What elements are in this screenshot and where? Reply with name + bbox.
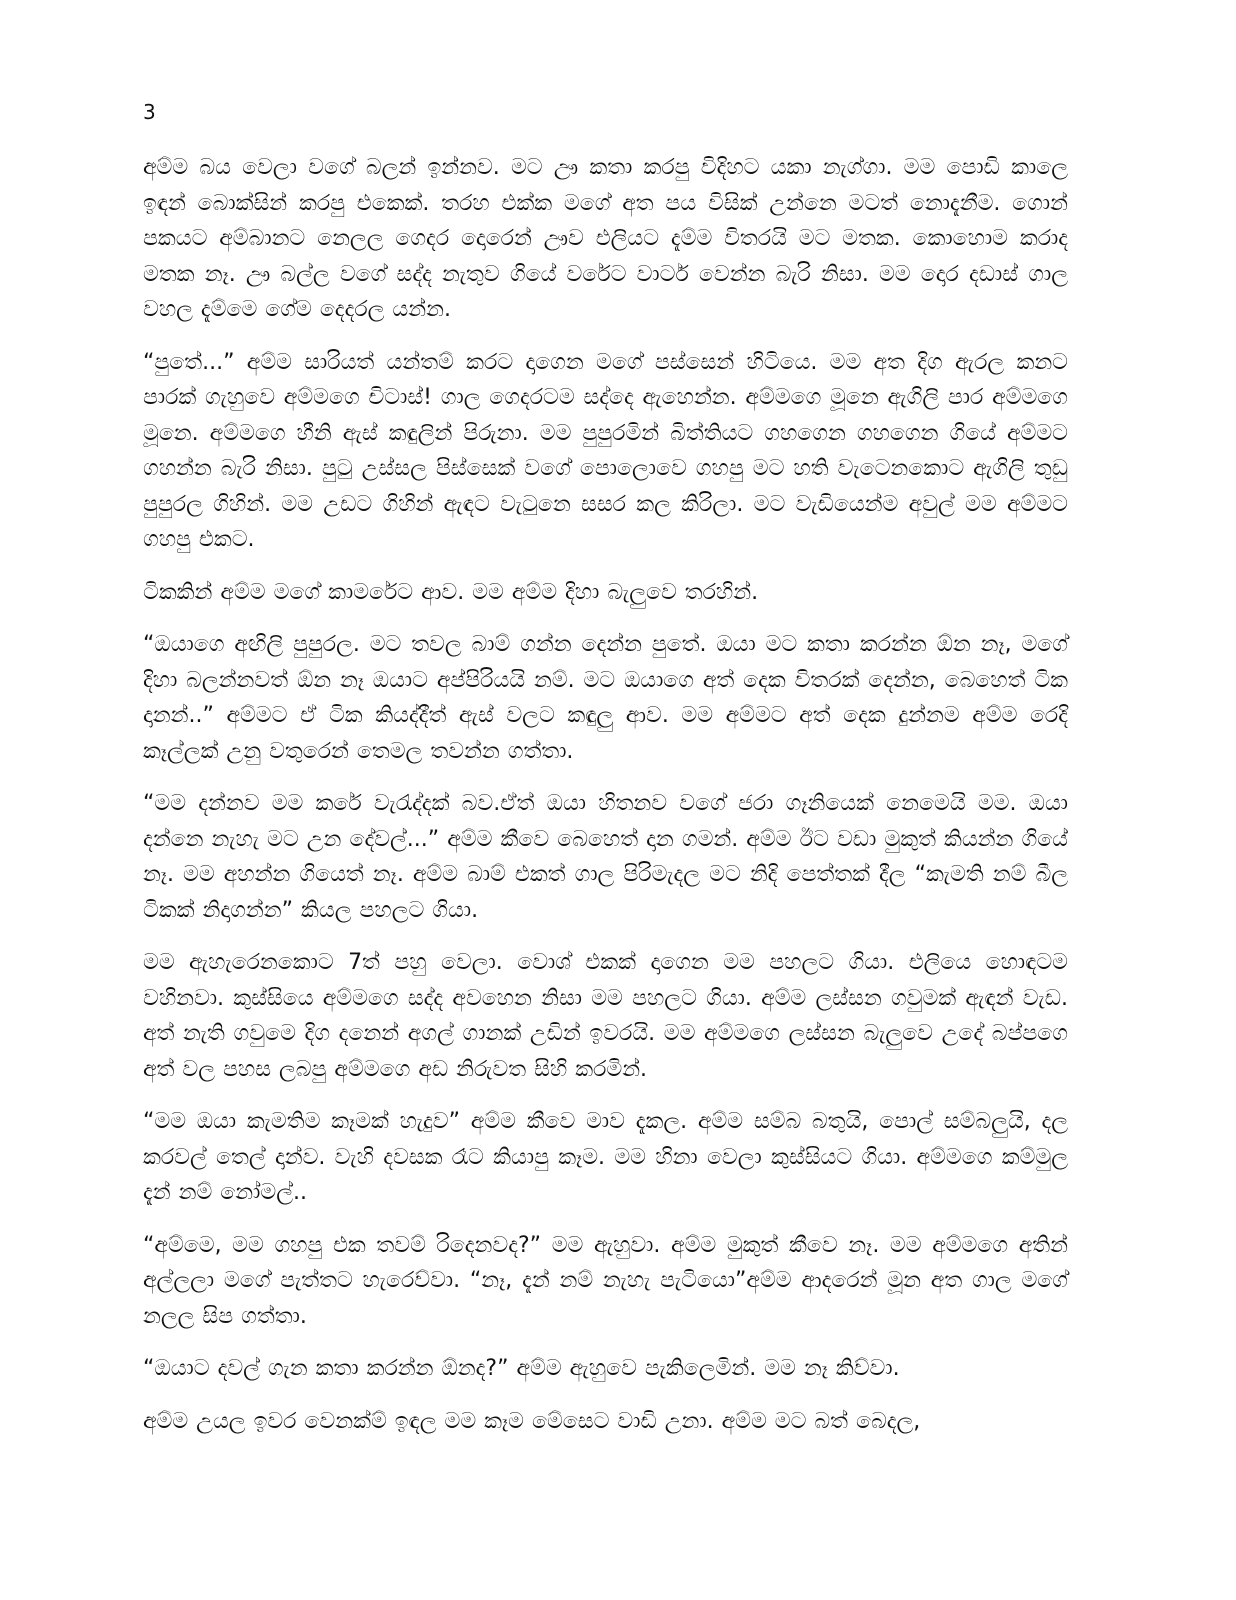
paragraph-2: “පුතේ...” අම්ම සාරියත් යන්තම් කරට දාගෙන මගේ පස්සෙන් හිටියෙ. මම අත දිග ඇරල කනට පාරක් ගැහුවෙ අම්මගෙ චිටාස්! ගාල ගෙදරටම සද්දෙ ඇහෙන්න. අම්මගෙ මූනෙ ඇගිලි පාර අම්මගෙ මූනෙ. අම්මගෙ හීනි ඇස් කඳුලින් පිරුනා. මම පුපුරමින් බිත්තියට ගහගෙන ගහගෙන ගියේ අම්මට ගහන්න බැරි නිසා. පුටු උස්සල පිස්සෙක් වගේ පොලොවෙ ගහපු මට හති වැටෙනකොට ඇගිලි තුඩු පුපුරල ගිහින්. මම උඩට ගිහින් ඇඳට වැටුනෙ සසර කල කිරිලා. මට වැඩියෙන්ම අවුල් මම අම්මට ගහපු එකට.	[143, 349, 1068, 552]
page-number: 3	[143, 100, 156, 124]
paragraph-1: අම්ම බය වෙලා වගේ බලන් ඉන්නව. මට ඌ කතා කරපු විදිහට යකා නැග්ගා. මම පොඩි කාලෙ ඉඳන් බොක්සින් කරපු එකෙක්. තරහ එක්ක මගේ අත පය විසික් උන්නෙ මටත් නොදැනීම. ගොන් පකයට අම්බානට නෙලල ගෙදර දොරෙන් ඌව එලියට දැම්ම විතරයි මට මතක. කොහොම කරාද මතක නෑ. ඌ බල්ල වගේ සද්ද නැතුව ගියේ වරේට වාටර් වෙන්න බැරි නිසා. මම දොර දඩාස් ගාල වහල දැම්මෙ ගේම දෙදරල යන්න.	[143, 155, 1068, 322]
paragraph-8: “අම්මෙ, මම ගහපු එක තවම් රිදෙනවද?” මම ඇහුවා. අම්ම මුකුත් කීවෙ නෑ. මම අම්මගෙ අතින් අල්ලලා මගේ පැත්තට හැරෙව්වා. “නෑ, දැන් නම් නැහැ පැටියො”අම්ම ආදරෙන් මූන අත ගාල මගේ නලල සිප ගත්තා.	[143, 1232, 1068, 1329]
paragraph-6: මම ඇහැරෙනකොට 7ත් පහු වෙලා. වොශ් එකක් දාගෙන මම පහලට ගියා. එලියෙ හොඳටම වහිනවා. කුස්සියෙ අම්මගෙ සද්ද අවහෙන නිසා මම පහලට ගියා. අම්ම ලස්සන ගවුමක් ඇඳන් වැඩ. අත් නැති ගවුමෙ දිග දනෙන් අගල් ගානක් උඩින් ඉවරයි. මම අම්මගෙ ලස්සන බැලුවෙ උදේ බප්පගෙ අත් වල පහස ලබපු අම්මගෙ අඩ නිරුවත සිහි කරමින්.	[143, 950, 1068, 1082]
paragraph-5: “මම දන්නව මම කරේ වැරැද්දක් බව.ඒත් ඔයා හිතනව වගේ ජරා ගෑනියෙක් නෙමෙයි මම. ඔයා දන්නෙ නැහැ මට උන දේවල්...” අම්ම කීවෙ බෙහෙත් දාන ගමන්. අම්ම ඊට වඩා මුකුත් කියන්න ගියේ නෑ. මම අහන්න ගියෙත් නෑ. අම්ම බාම් එකත් ගාල පිරිමැදල මට නිදි පෙත්තක් දීල “කැමති නම් බීල ටිකක් නිදාගන්න” කියල පහලට ගියා.	[143, 791, 1068, 923]
paragraph-3: ටිකකින් අම්ම මගේ කාමරේට ආව. මම අම්ම දිහා බැලුවෙ තරහින්.	[143, 579, 759, 605]
paragraph-7: “මම ඔයා කැමතිම කෑමක් හැදුව” අම්ම කීවෙ මාව දැකල. අම්ම සම්බ බතුයි, පොල් සම්බලුයි, දල කරවල් තෙල් දාන්ව. වැහි දවසක රෑට කියාපු කෑම. මම හිනා වෙලා කුස්සියට ගියා. අම්මගෙ කම්මුල දැන් නම් නෝමල්..	[143, 1109, 1068, 1205]
paragraph-9: “ඔයාට දවල් ගැන කතා කරන්න ඕනද?” අම්ම ඇහුවෙ පැකිලෙමින්. මම නෑ කිව්වා.	[143, 1356, 900, 1381]
body-text	[143, 150, 1068, 1456]
paragraph-10: අම්ම උයල ඉවර වෙනක්ම් ඉඳල මම කෑම මේසෙට වාඩි උනා. අම්ම මට බත් බෙදල,	[143, 1408, 921, 1434]
paragraph-4: “ඔයාගෙ අඟිලි පුපුරල. මට තවල බාම් ගන්න දෙන්න පුතේ. ඔයා මට කතා කරන්න ඕන නෑ, මගේ දිහා බලන්නවත් ඕන නෑ ඔයාට අප්පිරියයි නම්. මට ඔයාගෙ අත් දෙක විතරක් දෙන්න, බෙහෙත් ටික දානන්..” අම්මට ඒ ටික කියද්දීත් ඇස් වලට කඳුලු ආව. මම අම්මට අත් දෙක දුන්නම අම්ම රෙදි කෑල්ලක් උනු වතුරෙන් තෙමල තවන්න ගත්තා.	[143, 632, 1069, 764]
